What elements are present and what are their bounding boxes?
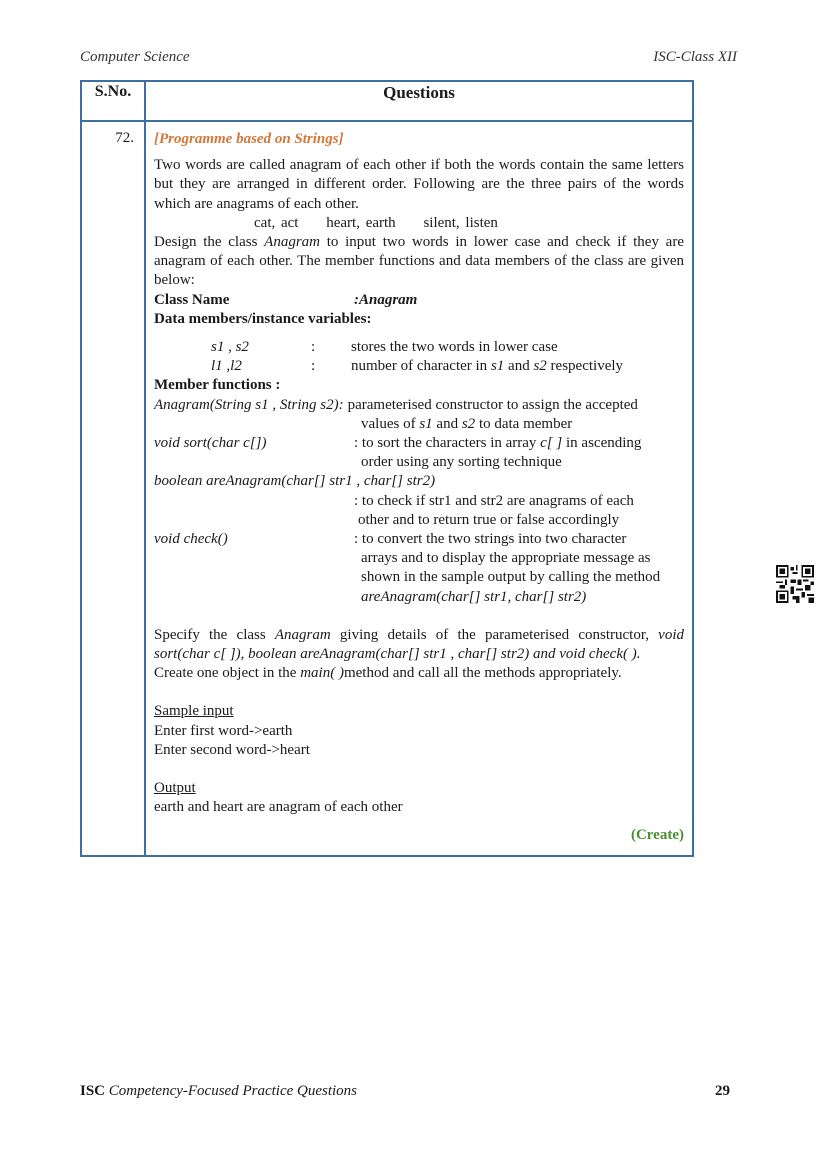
questions-table [80,80,694,857]
class-name-row: Class Name :Anagram [154,291,418,308]
question-body: [Programme based on Strings] Two words are called anagram of each other if both the words contain the same letters but they are arranged in different order. Following are the three pairs of the words which are anagrams of each other. cat, act heart, earth silent, listen Design the class Anagram to input two words in lower case and check if they are anagram of each other. The member functions and data members of the class are given below: Class Name :Anagram Data members/instance variables: s1 , s2 : stores the two words in lower case l1 ,l2 : number of character in s1 and s2 respectively Member functions : Anagram(String s1 , String s2): parameterised constructor to assign the accepted values of s1 and s2 to data member void sort(char c[]) : to sort the characters in array c[ ] in ascending order using any sorting technique boolean areAnagram(char[] str1 , char[] str2) : to check if str1 and str2 are anagrams of each other and to return true or false accordingly void check() : to convert the two strings into two character arrays and to display the appropriate message as shown in the sample output by calling the method areAnagram(char[] str1, char[] str2) Specify the class Anagram giving details of the parameterised constructor, void sort(char c[ ]), boolean areAnagram(char[] str1 , char[] str2) and void check( ). Create one object in the main( )method and call all the methods appropriately. Sample input Enter first word->earth Enter second word->heart Output earth and heart are anagram of each other (Create) [145,121,693,856]
qr-code-icon[interactable] [776,565,814,603]
anagram-pairs [154,214,684,233]
pair: heart, earth [326,214,396,231]
member-function-row: void check() : to convert the two strings into two character [154,531,627,548]
specify-text: Specify the class Anagram giving details of the parameterised constructor, void sort(char c[ ]), boolean areAnagram(char[] str1 , char[] str2) and void check( ). [154,626,684,663]
table-row [81,121,693,856]
member-functions-heading: Member functions : [154,377,281,394]
pair: cat, act [254,214,299,231]
member-function-row: void sort(char c[]) : to sort the characters in array c[ ] in ascending [154,435,642,452]
page-number: 29 [715,1083,730,1099]
data-member-row: s1 , s2 : stores the two words in lower case [211,339,558,356]
header-subject: Computer Science [80,49,190,65]
question-topic: [Programme based on Strings] [154,131,344,147]
cognitive-level-badge: (Create) [630,826,684,843]
column-header-sno: S.No. [81,81,145,121]
header-class: ISC-Class XII [653,49,737,65]
member-function-row: Anagram(String s1 , String s2): parameterised constructor to assign the accepted [154,396,638,413]
column-header-questions: Questions [145,81,693,121]
output-line: earth and heart are anagram of each other [154,799,403,816]
pair: silent, listen [423,214,498,231]
sample-input-line: Enter first word->earth [154,722,293,739]
question-number: 72. [81,121,145,856]
output-label: Output [154,780,196,797]
question-intro: Two words are called anagram of each other if both the words contain the same letters but they are arranged in different order. Following are the three pairs of the words which are anagrams of each other. [154,157,684,212]
create-text: Create one object in the main( )method and call all the methods appropriately. [154,665,622,682]
footer-title: ISC Competency-Focused Practice Questions [80,1083,358,1099]
design-text: Design the class Anagram to input two words in lower case and check if they are anagram of each other. The member functions and data members of the class are given below: [154,234,684,289]
sample-input-line: Enter second word->heart [154,741,310,758]
sample-input-label: Sample input [154,703,234,720]
member-function-row: boolean areAnagram(char[] str1 , char[] str2) [154,473,436,490]
data-members-heading: Data members/instance variables: [154,310,372,327]
data-member-row: l1 ,l2 : number of character in s1 and s2 respectively [211,358,624,375]
